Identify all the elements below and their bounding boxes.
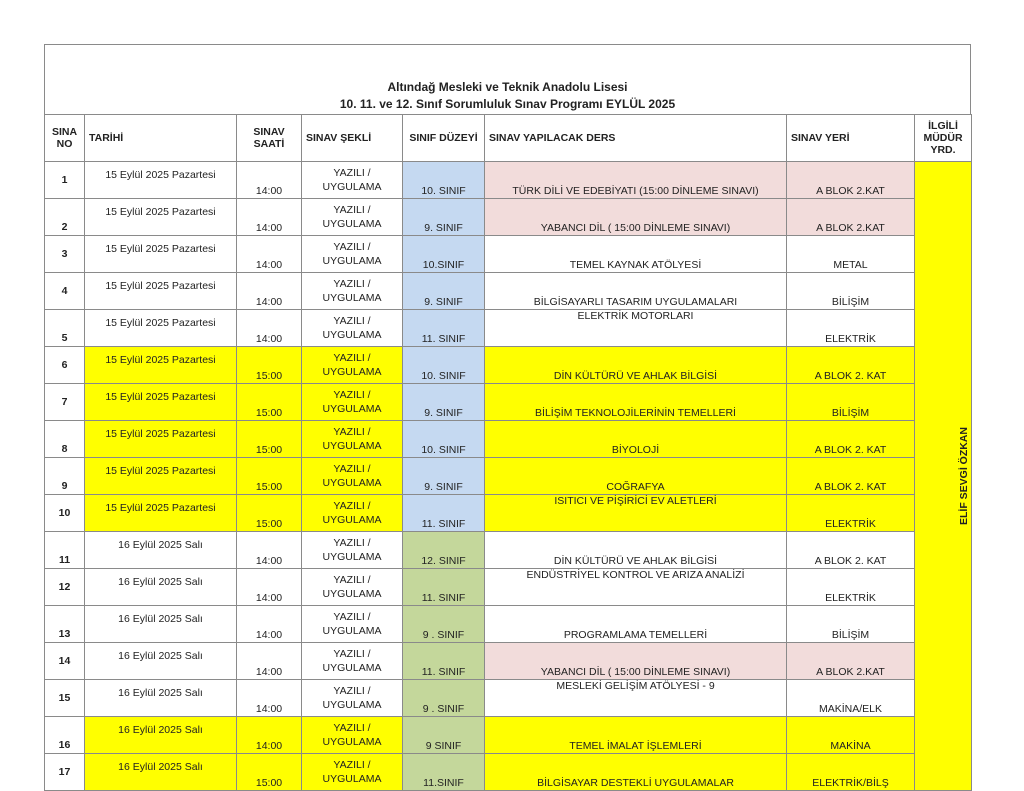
- table-row: [45, 162, 972, 199]
- exam-no: 8: [45, 421, 85, 458]
- exam-type-line1: YAZILI /: [333, 315, 371, 327]
- exam-type-line2: UYGULAMA: [322, 514, 382, 526]
- exam-no: 3: [45, 236, 85, 273]
- exam-type-line1: YAZILI /: [333, 759, 371, 771]
- table-row: [45, 421, 972, 458]
- grade-level: 11. SINIF: [403, 643, 485, 680]
- exam-course: TEMEL İMALAT İŞLEMLERİ: [485, 717, 787, 754]
- exam-time: 14:00: [237, 236, 302, 273]
- exam-date: 15 Eylül 2025 Pazartesi: [85, 236, 237, 273]
- exam-type-line2: UYGULAMA: [322, 773, 382, 785]
- exam-no: 2: [45, 199, 85, 236]
- grade-level: 9. SINIF: [403, 273, 485, 310]
- exam-date: 15 Eylül 2025 Pazartesi: [85, 199, 237, 236]
- exam-date: 15 Eylül 2025 Pazartesi: [85, 310, 237, 347]
- exam-schedule-table: [44, 114, 972, 791]
- table-row: [45, 532, 972, 569]
- exam-time: 14:00: [237, 162, 302, 199]
- exam-date: 15 Eylül 2025 Pazartesi: [85, 384, 237, 421]
- exam-course: DİN KÜLTÜRÜ VE AHLAK BİLGİSİ: [485, 347, 787, 384]
- exam-type-line1: YAZILI /: [333, 278, 371, 290]
- exam-schedule-sheet: [44, 44, 971, 791]
- exam-place: BİLİŞİM: [787, 606, 915, 643]
- exam-no: 10: [45, 495, 85, 532]
- table-row: [45, 199, 972, 236]
- exam-course: BİLGİSAYARLI TASARIM UYGULAMALARI: [485, 273, 787, 310]
- exam-no: 7: [45, 384, 85, 421]
- exam-place: ELEKTRİK: [787, 495, 915, 532]
- table-row: [45, 717, 972, 754]
- exam-course: ISITICI VE PİŞİRİCİ EV ALETLERİ: [485, 495, 787, 532]
- grade-level: 9 SINIF: [403, 717, 485, 754]
- exam-time: 14:00: [237, 717, 302, 754]
- header-grade-level: SINIF DÜZEYİ: [403, 115, 485, 162]
- exam-type-line2: UYGULAMA: [322, 440, 382, 452]
- exam-type-line1: YAZILI /: [333, 722, 371, 734]
- exam-type: [302, 347, 403, 384]
- exam-date: 16 Eylül 2025 Salı: [85, 606, 237, 643]
- table-row: [45, 458, 972, 495]
- exam-type-line2: UYGULAMA: [322, 366, 382, 378]
- exam-no: 4: [45, 273, 85, 310]
- exam-no: 11: [45, 532, 85, 569]
- exam-time: 14:00: [237, 606, 302, 643]
- exam-course: YABANCI DİL ( 15:00 DİNLEME SINAVI): [485, 643, 787, 680]
- exam-time: 14:00: [237, 643, 302, 680]
- exam-no: 15: [45, 680, 85, 717]
- header-exam-no-line1: SINA: [51, 126, 78, 138]
- exam-no: 1: [45, 162, 85, 199]
- header-admin-line3: YRD.: [930, 144, 956, 156]
- grade-level: 11.SINIF: [403, 754, 485, 791]
- exam-place: A BLOK 2. KAT: [787, 458, 915, 495]
- exam-course: MESLEKİ GELİŞİM ATÖLYESİ - 9: [485, 680, 787, 717]
- exam-place: BİLİŞİM: [787, 273, 915, 310]
- title-block: [44, 44, 971, 114]
- table-row: [45, 347, 972, 384]
- exam-type-line1: YAZILI /: [333, 204, 371, 216]
- exam-time: 14:00: [237, 310, 302, 347]
- exam-place: BİLİŞİM: [787, 384, 915, 421]
- header-time-line2: SAATİ: [253, 138, 285, 150]
- exam-course: BİYOLOJİ: [485, 421, 787, 458]
- exam-type-line1: YAZILI /: [333, 167, 371, 179]
- exam-time: 15:00: [237, 495, 302, 532]
- header-row: [45, 115, 972, 162]
- exam-place: A BLOK 2. KAT: [787, 532, 915, 569]
- header-admin-line1: İLGİLİ: [928, 120, 958, 132]
- header-time: [237, 115, 302, 162]
- exam-course: BİLİŞİM TEKNOLOJİLERİNİN TEMELLERİ: [485, 384, 787, 421]
- exam-no: 5: [45, 310, 85, 347]
- header-assistant-principal: [915, 115, 972, 162]
- exam-type-line1: YAZILI /: [333, 648, 371, 660]
- header-exam-no-line2: NO: [56, 138, 73, 150]
- exam-type: [302, 606, 403, 643]
- exam-type: [302, 384, 403, 421]
- exam-type-line2: UYGULAMA: [322, 588, 382, 600]
- exam-time: 15:00: [237, 458, 302, 495]
- exam-course: YABANCI DİL ( 15:00 DİNLEME SINAVI): [485, 199, 787, 236]
- exam-type-line2: UYGULAMA: [322, 736, 382, 748]
- exam-type-line1: YAZILI /: [333, 611, 371, 623]
- exam-type-line1: YAZILI /: [333, 463, 371, 475]
- exam-time: 14:00: [237, 199, 302, 236]
- exam-place: ELEKTRİK/BİLŞ: [787, 754, 915, 791]
- grade-level: 11. SINIF: [403, 310, 485, 347]
- exam-place: A BLOK 2. KAT: [787, 347, 915, 384]
- grade-level: 10. SINIF: [403, 421, 485, 458]
- exam-no: 13: [45, 606, 85, 643]
- exam-course: COĞRAFYA: [485, 458, 787, 495]
- exam-type-line1: YAZILI /: [333, 389, 371, 401]
- exam-time: 14:00: [237, 532, 302, 569]
- header-admin-line2: MÜDÜR: [923, 132, 963, 144]
- exam-no: 9: [45, 458, 85, 495]
- header-exam-no: [45, 115, 85, 162]
- exam-place: A BLOK 2.KAT: [787, 643, 915, 680]
- exam-time: 15:00: [237, 421, 302, 458]
- exam-time: 14:00: [237, 273, 302, 310]
- exam-type: [302, 310, 403, 347]
- exam-place: METAL: [787, 236, 915, 273]
- table-row: [45, 384, 972, 421]
- exam-time: 15:00: [237, 384, 302, 421]
- exam-type-line2: UYGULAMA: [322, 292, 382, 304]
- table-row: [45, 754, 972, 791]
- exam-type-line1: YAZILI /: [333, 352, 371, 364]
- exam-date: 15 Eylül 2025 Pazartesi: [85, 458, 237, 495]
- table-row: [45, 606, 972, 643]
- exam-no: 12: [45, 569, 85, 606]
- grade-level: 11. SINIF: [403, 569, 485, 606]
- exam-type-line2: UYGULAMA: [322, 403, 382, 415]
- exam-type: [302, 680, 403, 717]
- exam-no: 17: [45, 754, 85, 791]
- exam-no: 6: [45, 347, 85, 384]
- exam-place: A BLOK 2.KAT: [787, 199, 915, 236]
- exam-place: MAKİNA/ELK: [787, 680, 915, 717]
- exam-place: ELEKTRİK: [787, 569, 915, 606]
- exam-place: A BLOK 2. KAT: [787, 421, 915, 458]
- exam-type-line2: UYGULAMA: [322, 255, 382, 267]
- exam-type-line1: YAZILI /: [333, 241, 371, 253]
- exam-no: 14: [45, 643, 85, 680]
- header-course: SINAV YAPILACAK DERS: [485, 115, 787, 162]
- grade-level: 9 . SINIF: [403, 606, 485, 643]
- exam-time: 14:00: [237, 569, 302, 606]
- exam-course: ENDÜSTRİYEL KONTROL VE ARIZA ANALİZİ: [485, 569, 787, 606]
- exam-date: 15 Eylül 2025 Pazartesi: [85, 421, 237, 458]
- exam-type-line2: UYGULAMA: [322, 329, 382, 341]
- table-row: [45, 310, 972, 347]
- assistant-principal-cell: [915, 162, 972, 791]
- exam-type-line2: UYGULAMA: [322, 699, 382, 711]
- exam-type: [302, 754, 403, 791]
- grade-level: 10. SINIF: [403, 347, 485, 384]
- exam-type: [302, 273, 403, 310]
- grade-level: 10. SINIF: [403, 162, 485, 199]
- grade-level: 9. SINIF: [403, 458, 485, 495]
- exam-date: 16 Eylül 2025 Salı: [85, 717, 237, 754]
- exam-type: [302, 421, 403, 458]
- exam-type-line2: UYGULAMA: [322, 625, 382, 637]
- table-row: [45, 495, 972, 532]
- header-exam-type: SINAV ŞEKLİ: [302, 115, 403, 162]
- schedule-title: 10. 11. ve 12. Sınıf Sorumluluk Sınav Programı EYLÜL 2025: [339, 97, 676, 111]
- exam-type-line1: YAZILI /: [333, 537, 371, 549]
- exam-date: 15 Eylül 2025 Pazartesi: [85, 495, 237, 532]
- exam-course: ELEKTRİK MOTORLARI: [485, 310, 787, 347]
- exam-date: 16 Eylül 2025 Salı: [85, 754, 237, 791]
- grade-level: 9. SINIF: [403, 199, 485, 236]
- exam-date: 16 Eylül 2025 Salı: [85, 569, 237, 606]
- exam-type-line2: UYGULAMA: [322, 551, 382, 563]
- grade-level: 10.SINIF: [403, 236, 485, 273]
- school-name: Altındağ Mesleki ve Teknik Anadolu Lisesi: [387, 80, 628, 94]
- exam-type-line1: YAZILI /: [333, 574, 371, 586]
- exam-date: 16 Eylül 2025 Salı: [85, 643, 237, 680]
- exam-course: BİLGİSAYAR DESTEKLİ UYGULAMALAR: [485, 754, 787, 791]
- assistant-principal-name: ELİF SEVGİ ÖZKAN: [958, 426, 971, 526]
- exam-type: [302, 569, 403, 606]
- exam-course: TEMEL KAYNAK ATÖLYESİ: [485, 236, 787, 273]
- exam-type: [302, 162, 403, 199]
- table-row: [45, 680, 972, 717]
- exam-type: [302, 495, 403, 532]
- exam-course: DİN KÜLTÜRÜ VE AHLAK BİLGİSİ: [485, 532, 787, 569]
- header-date: TARİHİ: [85, 115, 237, 162]
- exam-place: ELEKTRİK: [787, 310, 915, 347]
- exam-no: 16: [45, 717, 85, 754]
- exam-type-line2: UYGULAMA: [322, 477, 382, 489]
- exam-date: 15 Eylül 2025 Pazartesi: [85, 273, 237, 310]
- exam-time: 15:00: [237, 347, 302, 384]
- exam-place: A BLOK 2.KAT: [787, 162, 915, 199]
- exam-course: TÜRK DİLİ VE EDEBİYATI (15:00 DİNLEME SINAVI): [485, 162, 787, 199]
- exam-type-line1: YAZILI /: [333, 685, 371, 697]
- grade-level: 9 . SINIF: [403, 680, 485, 717]
- exam-type: [302, 717, 403, 754]
- table-row: [45, 569, 972, 606]
- header-time-line1: SINAV: [253, 126, 285, 138]
- header-exam-place: SINAV YERİ: [787, 115, 915, 162]
- exam-type-line2: UYGULAMA: [322, 181, 382, 193]
- grade-level: 11. SINIF: [403, 495, 485, 532]
- table-row: [45, 273, 972, 310]
- exam-type: [302, 458, 403, 495]
- exam-type: [302, 199, 403, 236]
- exam-type-line1: YAZILI /: [333, 426, 371, 438]
- exam-date: 16 Eylül 2025 Salı: [85, 532, 237, 569]
- exam-type-line2: UYGULAMA: [322, 218, 382, 230]
- exam-type: [302, 643, 403, 680]
- exam-date: 15 Eylül 2025 Pazartesi: [85, 162, 237, 199]
- grade-level: 9. SINIF: [403, 384, 485, 421]
- table-row: [45, 236, 972, 273]
- table-row: [45, 643, 972, 680]
- exam-type: [302, 532, 403, 569]
- exam-type: [302, 236, 403, 273]
- exam-type-line2: UYGULAMA: [322, 662, 382, 674]
- exam-place: MAKİNA: [787, 717, 915, 754]
- exam-date: 15 Eylül 2025 Pazartesi: [85, 347, 237, 384]
- exam-course: PROGRAMLAMA TEMELLERİ: [485, 606, 787, 643]
- grade-level: 12. SINIF: [403, 532, 485, 569]
- exam-type-line1: YAZILI /: [333, 500, 371, 512]
- exam-time: 14:00: [237, 680, 302, 717]
- exam-date: 16 Eylül 2025 Salı: [85, 680, 237, 717]
- exam-time: 15:00: [237, 754, 302, 791]
